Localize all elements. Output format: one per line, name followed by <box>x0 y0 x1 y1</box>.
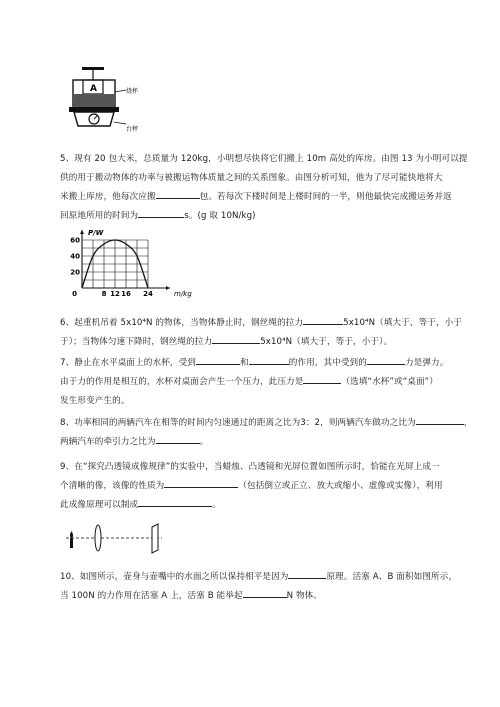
chart-xlabel: m/kg <box>174 290 192 298</box>
q8-blank-force[interactable] <box>156 433 200 444</box>
q10-line-2: 当 100N 的力作用在活塞 A 上，活塞 B 能举起 N 物体。 <box>60 587 480 606</box>
chart-x-tick-label: 12 <box>110 290 120 298</box>
question-10 <box>60 568 480 606</box>
q5-line-2: 供的用于搬动物体的功率与被搬运物体质量之间的关系图象。由图分析可知，他为了尽可能快地将大 <box>60 173 443 183</box>
chart-ticks <box>70 237 153 299</box>
chart-x-tick-label: 0 <box>72 290 77 298</box>
q6-blank-descend[interactable] <box>212 333 260 344</box>
beaker-scale-figure <box>66 64 146 140</box>
q9-blank-device[interactable] <box>138 496 212 507</box>
q6-blank-static[interactable] <box>303 314 343 325</box>
q10-blank-principle[interactable] <box>288 568 326 579</box>
q9-line-1: 9、在“探究凸透镜成像规律”的实验中，当蜡烛、凸透镜和光屏位置如图所示时，恰能在光屏上成一 <box>60 462 440 472</box>
chart-x-tick-label: 8 <box>101 290 107 298</box>
beaker-label: 烧杯 <box>126 88 139 95</box>
q10-line-1: 10、如图所示，壶身与壶嘴中的水面之所以保持相平是因为 原理。活塞 A、B 面积如图所示， <box>60 568 480 587</box>
hanger-bar <box>82 67 104 70</box>
q7-line-1: 7、静止在水平桌面上的水杯，受到 和 的作用，其中受到的 力是弹力。 <box>60 354 480 373</box>
scale-label: 台秤 <box>126 126 139 133</box>
candle-flame <box>70 531 73 538</box>
power-mass-chart <box>64 226 194 306</box>
q7-line-2: 由于力的作用是相互的，水杯对桌面会产生一个压力，此压力是 （选填“水杯”或“桌面”） <box>60 373 480 392</box>
chart-y-tick-label: 20 <box>70 268 80 277</box>
question-8 <box>60 414 480 452</box>
chart-x-tick-label: 16 <box>121 290 131 298</box>
question-7 <box>60 354 480 411</box>
chart-x-arrow <box>166 286 170 290</box>
q5-line-1: 5、现有 20 包大米，总质量为 120kg，小明想尽快将它们搬上 10m 高处的库房。由图 13 为小明可以提 <box>60 154 468 164</box>
chart-ylabel: P/W <box>88 229 104 237</box>
q7-blank-2[interactable] <box>249 354 289 365</box>
q5-line-3: 米搬上库房，他每次应搬 包。若每次下楼时间是上楼时间的一半，则他最快完成搬运务并返 <box>60 188 480 207</box>
convex-lens <box>95 525 101 551</box>
q7-blank-3[interactable] <box>367 354 405 365</box>
question-5 <box>60 150 480 226</box>
q7-blank-1[interactable] <box>196 354 240 365</box>
q5-blank-time[interactable] <box>138 207 184 218</box>
light-screen <box>152 524 158 553</box>
question-9 <box>60 458 480 515</box>
chart-grid <box>82 240 148 288</box>
q9-line-3: 此成像原理可以制成 。 <box>60 496 480 515</box>
q6-line-2: 于）；当物体匀速下降时，钢丝绳的拉力 5x10⁴N（填大于，等于，小于）。 <box>60 333 480 352</box>
q9-line-2: 个清晰的像，该像的性质为 （包括倒立或正立、放大或缩小、虚像或实像），利用 <box>60 477 480 496</box>
optics-bench-figure <box>64 522 164 554</box>
question-6 <box>60 314 480 352</box>
beaker-liquid <box>74 94 114 105</box>
q8-line-2: 两辆汽车的牵引力之比为 。 <box>60 433 480 452</box>
chart-y-arrow <box>80 230 84 234</box>
scale-top <box>69 107 119 112</box>
q8-line-1: 8、功率相同的两辆汽车在相等的时间内匀速通过的距离之比为3：2，则两辆汽车做功之比为 ， <box>60 414 480 433</box>
q5-blank-packs[interactable] <box>156 188 200 199</box>
q5-line-4: 回原地所用的时间为 s。(g 取 10N/kg) <box>60 207 480 226</box>
q6-line-1: 6、起重机吊着 5x10⁴N 的物体，当物体静止时，钢丝绳的拉力 5x10⁴N（填大于，等于，小于 <box>60 314 480 333</box>
chart-y-tick-label: 40 <box>70 252 80 261</box>
q7-line-3: 发生形变产生的。 <box>60 396 130 406</box>
chart-y-tick-label: 60 <box>70 236 80 245</box>
q7-blank-4[interactable] <box>303 373 341 384</box>
q8-blank-work[interactable] <box>416 414 464 425</box>
q9-blank-image[interactable] <box>164 477 238 488</box>
block-a-label: A <box>90 84 97 94</box>
chart-x-tick-label: 24 <box>143 290 153 298</box>
chart-axes <box>80 230 170 290</box>
q10-blank-force[interactable] <box>243 587 287 598</box>
candle-body <box>70 538 73 548</box>
